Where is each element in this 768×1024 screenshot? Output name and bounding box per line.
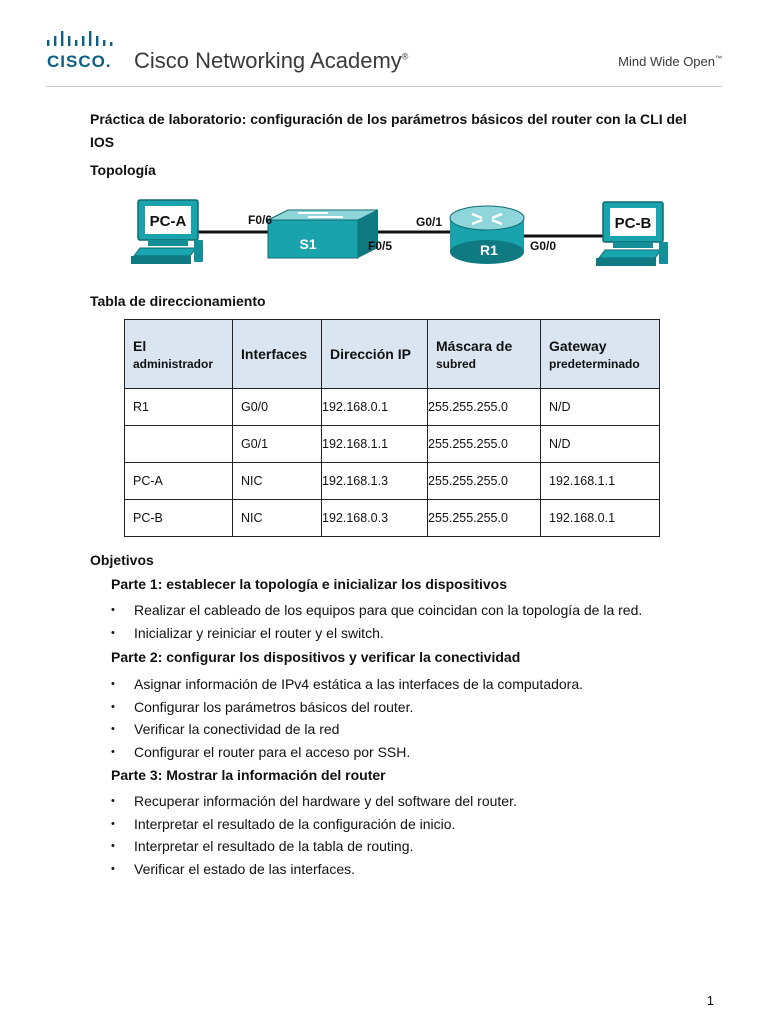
cell-gateway: 192.168.1.1	[541, 463, 660, 500]
cell-interface: NIC	[233, 500, 322, 537]
cell-interface: G0/0	[233, 389, 322, 426]
cell-gateway: N/D	[541, 389, 660, 426]
cell-mask: 255.255.255.0	[428, 389, 541, 426]
part-3-list	[111, 791, 517, 881]
page-number: 1	[706, 993, 714, 1008]
part-2-list	[111, 674, 583, 764]
cell-ip: 192.168.0.3	[322, 500, 428, 537]
cisco-wordmark: CISCO.	[47, 52, 112, 71]
table-row	[125, 500, 660, 537]
pc-b-label: PC-B	[614, 215, 652, 232]
topology-heading: Topología	[90, 162, 156, 178]
cell-device	[125, 426, 233, 463]
cell-gateway: 192.168.0.1	[541, 500, 660, 537]
col-header-ip: Dirección IP	[322, 320, 428, 389]
tagline: Mind Wide Open™	[618, 54, 722, 69]
port-label-g0-1: G0/1	[416, 215, 443, 229]
port-label-g0-0: G0/0	[530, 239, 557, 253]
addressing-heading: Tabla de direccionamiento	[90, 293, 266, 309]
list-item: • Configurar el router para el acceso por SSH.	[111, 742, 583, 765]
list-item: • Verificar el estado de las interfaces.	[111, 859, 517, 882]
academy-title: Cisco Networking Academy®	[134, 48, 409, 73]
part-1-title: Parte 1: establecer la topología e inicializar los dispositivos	[111, 576, 508, 592]
list-item: • Configurar los parámetros básicos del router.	[111, 697, 583, 720]
cell-mask: 255.255.255.0	[428, 500, 541, 537]
cell-mask: 255.255.255.0	[428, 426, 541, 463]
objectives-heading: Objetivos	[90, 552, 154, 568]
pc-a-icon	[131, 200, 203, 264]
page-title: Práctica de laboratorio: configuración de los parámetros básicos del router con la CLI del IOS	[90, 111, 687, 150]
table-row	[125, 389, 660, 426]
table-row	[125, 463, 660, 500]
list-item: • Asignar información de IPv4 estática a las interfaces de la computadora.	[111, 674, 583, 697]
list-item: • Interpretar el resultado de la tabla de routing.	[111, 836, 517, 859]
cell-device: PC-A	[125, 463, 233, 500]
addressing-table	[124, 319, 660, 537]
topology-diagram	[128, 196, 723, 276]
cell-device: PC-B	[125, 500, 233, 537]
list-item: • Realizar el cableado de los equipos para que coincidan con la topología de la red.	[111, 600, 642, 623]
table-row	[125, 426, 660, 463]
cell-gateway: N/D	[541, 426, 660, 463]
part-2-title: Parte 2: configurar los dispositivos y verificar la conectividad	[111, 649, 521, 665]
col-header-gateway: Gateway predeterminado	[541, 320, 660, 389]
router-r1-label: R1	[480, 242, 498, 258]
port-label-f0-6: F0/6	[248, 213, 273, 227]
pc-a-label: PC-A	[149, 213, 187, 230]
cell-mask: 255.255.255.0	[428, 463, 541, 500]
part-3-title: Parte 3: Mostrar la información del router	[111, 767, 386, 783]
cell-ip: 192.168.1.1	[322, 426, 428, 463]
list-item: • Inicializar y reiniciar el router y el switch.	[111, 623, 642, 646]
col-header-mask: Máscara de subred	[428, 320, 541, 389]
list-item: • Interpretar el resultado de la configuración de inicio.	[111, 814, 517, 837]
list-item: • Recuperar información del hardware y del software del router.	[111, 791, 517, 814]
col-header-admin: El administrador	[125, 320, 233, 389]
header-divider	[46, 86, 722, 87]
col-header-interfaces: Interfaces	[233, 320, 322, 389]
switch-s1-label: S1	[299, 236, 317, 252]
switch-s1-icon	[268, 210, 378, 258]
page-header	[0, 0, 768, 88]
cell-device: R1	[125, 389, 233, 426]
table-header-row	[125, 320, 660, 389]
cell-ip: 192.168.1.3	[322, 463, 428, 500]
port-label-f0-5: F0/5	[368, 239, 393, 253]
cell-ip: 192.168.0.1	[322, 389, 428, 426]
router-r1-icon	[450, 206, 524, 264]
pc-b-icon	[596, 202, 668, 266]
list-item: • Verificar la conectividad de la red	[111, 719, 583, 742]
part-1-list	[111, 600, 642, 645]
cell-interface: NIC	[233, 463, 322, 500]
cell-interface: G0/1	[233, 426, 322, 463]
